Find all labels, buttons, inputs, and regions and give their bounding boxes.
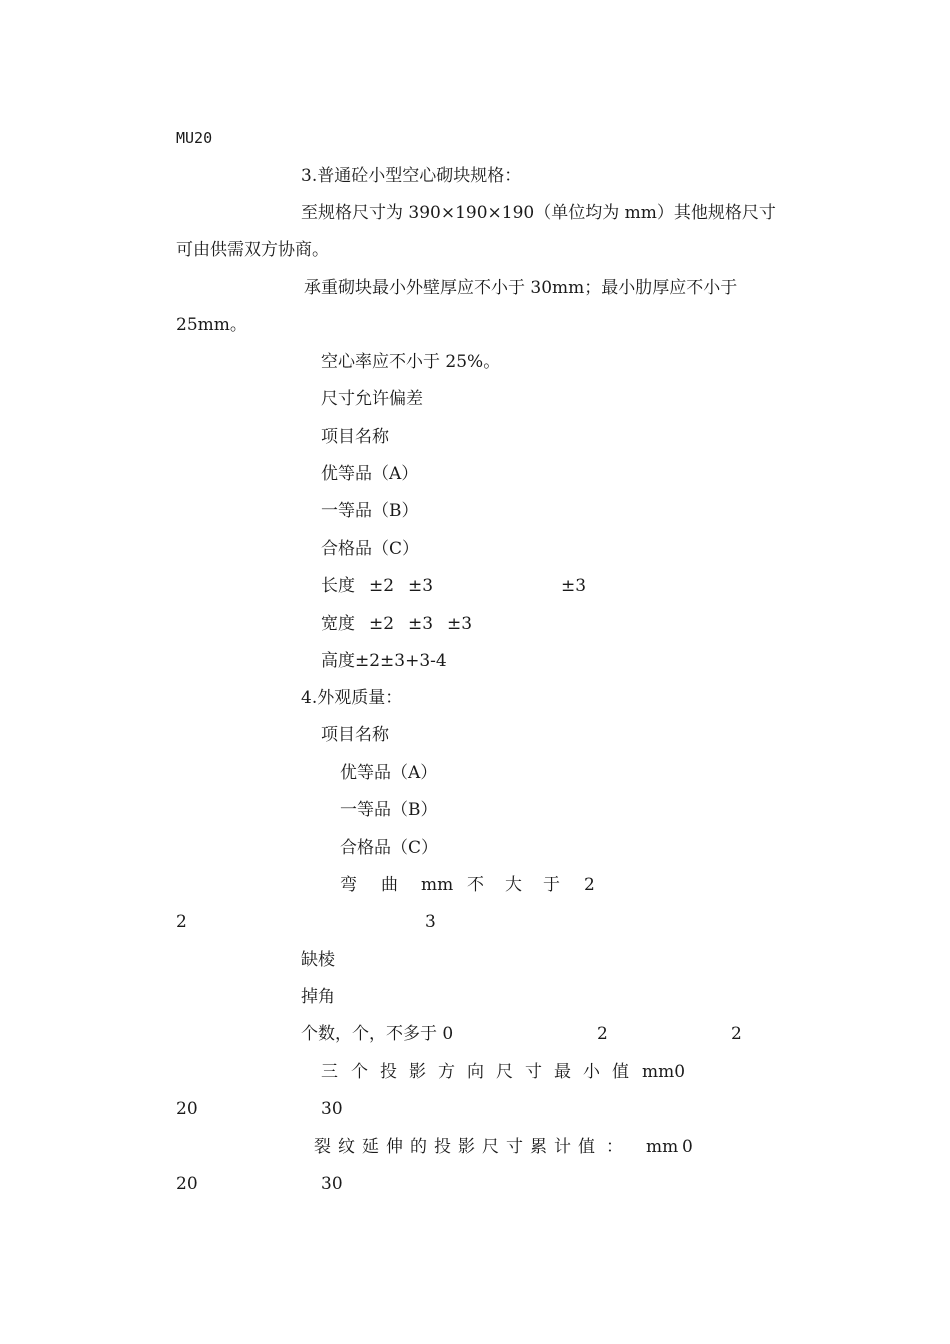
spec-line-1: 至规格尺寸为 390×190×190（单位均为 mm）其他规格尺寸 xyxy=(301,203,776,223)
count-c: 2 xyxy=(731,1024,742,1044)
width-b: ±3 xyxy=(408,614,434,634)
appearance-col-b: 一等品（B） xyxy=(340,800,438,820)
appearance-col-a: 优等品（A） xyxy=(340,763,438,783)
height-line: 高度±2±3+3-4 xyxy=(321,651,447,671)
crack-word: 尺 xyxy=(482,1137,499,1157)
bend-word: 弯 xyxy=(340,875,357,895)
hollow-ratio: 空心率应不小于 25%。 xyxy=(321,352,501,372)
crack-word: 纹 xyxy=(338,1137,355,1157)
bend-word: 曲 xyxy=(381,875,398,895)
crack-word: 累 xyxy=(530,1137,547,1157)
crack-b: 20 xyxy=(176,1174,198,1194)
proj-word: 方 xyxy=(438,1062,455,1082)
proj-word: 小 xyxy=(583,1062,600,1082)
chip-label-1: 缺棱 xyxy=(301,950,335,970)
appearance-col-item: 项目名称 xyxy=(321,725,389,745)
proj-word: 影 xyxy=(409,1062,426,1082)
spec-line-2: 可由供需双方协商。 xyxy=(176,240,329,260)
crack-word: 延 xyxy=(362,1137,379,1157)
section3-heading: 3.普通砼小型空心砌块规格： xyxy=(301,166,522,186)
bend-c: 3 xyxy=(425,912,436,932)
crack-word: mm xyxy=(646,1137,679,1157)
crack-c: 30 xyxy=(321,1174,343,1194)
proj-word: 三 xyxy=(321,1062,338,1082)
proj-b: 20 xyxy=(176,1099,198,1119)
bend-word: 大 xyxy=(505,875,522,895)
bend-b: 2 xyxy=(176,912,187,932)
crack-word: 的 xyxy=(410,1137,427,1157)
wall-line-1: 承重砌块最小外壁厚应不小于 30mm；最小肋厚应不小于 xyxy=(304,278,738,298)
tolerance-col-a: 优等品（A） xyxy=(321,464,419,484)
crack-word: 影 xyxy=(458,1137,475,1157)
length-label: 长度 xyxy=(321,576,355,596)
crack-word: 计 xyxy=(554,1137,571,1157)
proj-word: mm0 xyxy=(642,1062,686,1082)
crack-word: 0 xyxy=(682,1137,693,1157)
width-a: ±2 xyxy=(369,614,395,634)
tolerance-col-b: 一等品（B） xyxy=(321,501,419,521)
count-b: 2 xyxy=(597,1024,608,1044)
proj-word: 投 xyxy=(380,1062,397,1082)
proj-word: 寸 xyxy=(525,1062,542,1082)
proj-word: 个 xyxy=(351,1062,368,1082)
crack-word: 寸 xyxy=(506,1137,523,1157)
width-c: ±3 xyxy=(447,614,473,634)
tolerance-col-c: 合格品（C） xyxy=(321,539,420,559)
grade-label: MU20 xyxy=(176,129,213,147)
proj-word: 值 xyxy=(612,1062,629,1082)
proj-word: 向 xyxy=(467,1062,484,1082)
proj-word: 最 xyxy=(554,1062,571,1082)
proj-word: 尺 xyxy=(496,1062,513,1082)
crack-word: 投 xyxy=(434,1137,451,1157)
count-label: 个数，个，不多于 0 xyxy=(301,1024,454,1044)
bend-word: 不 xyxy=(467,875,484,895)
chip-label-2: 掉角 xyxy=(301,987,335,1007)
section4-heading: 4.外观质量： xyxy=(301,688,403,708)
crack-word: 值 xyxy=(578,1137,595,1157)
crack-word: 裂 xyxy=(314,1137,331,1157)
crack-word: ： xyxy=(606,1137,623,1157)
length-b: ±3 xyxy=(408,576,434,596)
appearance-col-c: 合格品（C） xyxy=(340,838,439,858)
wall-line-2: 25mm。 xyxy=(176,315,247,335)
crack-word: 伸 xyxy=(386,1137,403,1157)
tolerance-col-item: 项目名称 xyxy=(321,427,389,447)
length-a: ±2 xyxy=(369,576,395,596)
bend-word: 2 xyxy=(584,875,595,895)
proj-c: 30 xyxy=(321,1099,343,1119)
bend-word: 于 xyxy=(543,875,560,895)
width-label: 宽度 xyxy=(321,614,355,634)
length-c: ±3 xyxy=(561,576,587,596)
tolerance-title: 尺寸允许偏差 xyxy=(321,389,423,409)
bend-word: mm xyxy=(421,875,454,895)
